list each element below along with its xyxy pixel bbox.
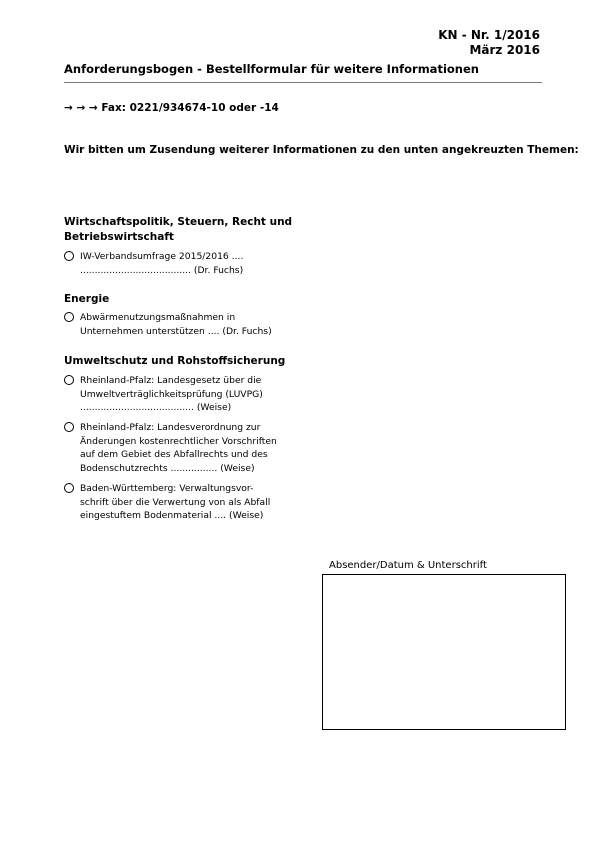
item-text: eingestuftem Bodenmaterial .... (Weise) (80, 510, 264, 521)
item-text: Bodenschutzrechts ................ (Weise) (80, 462, 255, 474)
issue-number: KN - Nr. 1/2016 (438, 28, 540, 42)
page-title: Anforderungsbogen - Bestellformular für weitere Informationen (64, 62, 479, 76)
section-title-line: Energie (64, 293, 110, 305)
intro-text: Wir bitten um Zusendung weiterer Informationen zu den unten angekreuzten Themen: (64, 144, 579, 156)
checkbox-circle[interactable] (64, 312, 74, 322)
issue-date: März 2016 (469, 43, 540, 57)
item-text: Umweltverträglichkeitsprüfung (LUVPG) (80, 388, 263, 400)
checkbox-circle[interactable] (64, 251, 74, 261)
section-title-line: Betriebswirtschaft (64, 231, 174, 243)
section-title-umweltschutz (64, 354, 324, 369)
item-text: Baden-Württemberg: Verwaltungsvor- (80, 483, 254, 494)
section-title-line: Umweltschutz und Rohstoffsicherung (64, 355, 286, 367)
item-text: Abwärmenutzungsmaßnahmen in (80, 312, 236, 323)
item-text: Änderungen kostenrechtlicher Vorschriften (80, 435, 277, 447)
checkbox-circle[interactable] (64, 422, 74, 432)
item-text: ....................................... (Weise) (80, 402, 232, 413)
signature-label: Absender/Datum & Unterschrift (329, 560, 487, 571)
item-text: schrift über die Verwertung von als Abfall (80, 496, 271, 508)
list-item (64, 250, 304, 277)
title-divider (64, 82, 542, 83)
item-text: Rheinland-Pfalz: Landesgesetz über die (80, 375, 262, 386)
section-title-line: Wirtschaftspolitik, Steuern, Recht und (64, 216, 293, 228)
section-title-energie (64, 292, 324, 307)
item-text: Rheinland-Pfalz: Landesverordnung zur (80, 422, 261, 433)
item-text: auf dem Gebiet des Abfallrechts und des (80, 449, 268, 460)
item-text: Unternehmen unterstützen .... (Dr. Fuchs) (80, 325, 272, 337)
list-item (64, 482, 304, 523)
checkbox-circle[interactable] (64, 375, 74, 385)
list-item (64, 311, 304, 338)
item-text: ...................................... (Dr. Fuchs) (80, 264, 244, 276)
checkbox-circle[interactable] (64, 483, 74, 493)
list-item (64, 374, 304, 415)
signature-box[interactable] (322, 574, 566, 730)
section-title-wirtschaftspolitik (64, 215, 324, 245)
list-item (64, 421, 304, 475)
fax-line: → → → Fax: 0221/934674-10 oder -14 (64, 102, 279, 114)
item-text: IW-Verbandsumfrage 2015/2016 .... (80, 251, 244, 262)
